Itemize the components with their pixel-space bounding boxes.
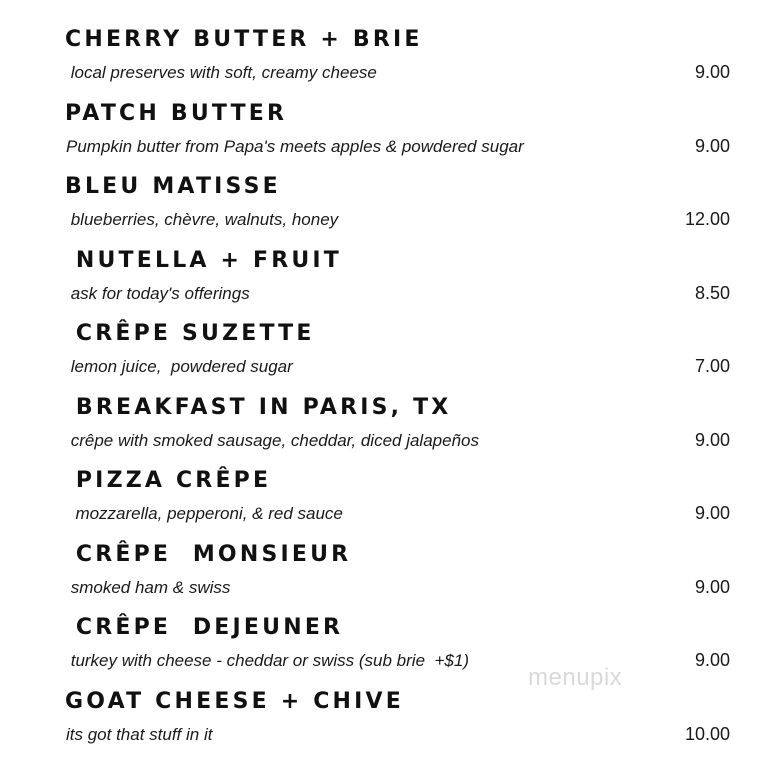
menu-item-price: 9.00 xyxy=(694,503,730,523)
menu-item-description: ask for today's offerings xyxy=(66,283,250,303)
menu-item-price: 9.00 xyxy=(694,429,730,450)
menu-item-description: local preserves with soft, creamy cheese xyxy=(66,63,377,82)
menu-item-description: mozzarella, pepperoni, & red sauce xyxy=(66,504,343,523)
menu-item-price: 7.00 xyxy=(694,356,730,376)
menu-item-description: blueberries, chèvre, walnuts, honey xyxy=(66,210,339,229)
menu-item-name: CRÊPE MONSIEUR xyxy=(65,541,352,567)
menu-item-name: BREAKFAST IN PARIS, TX xyxy=(65,394,452,420)
menu-item-crepe-dejeuner xyxy=(0,588,761,670)
menu-item-description: Pumpkin butter from Papa's meets apples & powdered sugar xyxy=(66,136,524,156)
menu-item-price: 9.00 xyxy=(694,650,730,670)
menu-item-price: 9.00 xyxy=(694,576,730,597)
menu-item-description: turkey with cheese - cheddar or swiss (sub brie +$1) xyxy=(66,651,469,670)
menu-item-name: PIZZA CRÊPE xyxy=(65,468,272,493)
menu-item-bleu-matisse xyxy=(0,147,761,229)
menu-item-goat-cheese-chive xyxy=(0,662,761,744)
menu-item-name: BLEU MATISSE xyxy=(65,174,281,199)
menu-item-description: its got that stuff in it xyxy=(66,724,213,744)
menu-item-nutella-fruit xyxy=(0,221,761,303)
menu-item-price: 9.00 xyxy=(694,62,730,82)
menu-item-patch-butter xyxy=(0,74,761,156)
menu-item-name: CHERRY BUTTER + BRIE xyxy=(65,27,423,52)
menu-item-name: CRÊPE DEJEUNER xyxy=(65,615,344,640)
menu-item-price: 12.00 xyxy=(684,209,730,229)
menu-item-name: PATCH BUTTER xyxy=(65,100,288,126)
menu-item-pizza-crepe xyxy=(0,441,761,523)
menu-item-name: CRÊPE SUZETTE xyxy=(65,321,315,346)
menu-item-price: 8.50 xyxy=(694,282,730,303)
watermark: menupix xyxy=(528,664,623,691)
menu-item-price: 10.00 xyxy=(684,723,730,744)
menu-item-crepe-monsieur xyxy=(0,515,761,597)
menu-item-crepe-suzette xyxy=(0,294,761,376)
menu-item-name: GOAT CHEESE + CHIVE xyxy=(65,688,404,714)
menu-item-description: crêpe with smoked sausage, cheddar, diced jalapeños xyxy=(66,430,479,450)
menu-item-cherry-butter-brie xyxy=(0,0,761,82)
menu-item-breakfast-in-paris xyxy=(0,368,761,450)
menu-item-price: 9.00 xyxy=(694,135,730,156)
menu-item-name: NUTELLA + FRUIT xyxy=(65,247,343,273)
menu-item-description: smoked ham & swiss xyxy=(66,577,231,597)
menu-item-description: lemon juice, powdered sugar xyxy=(66,357,293,376)
